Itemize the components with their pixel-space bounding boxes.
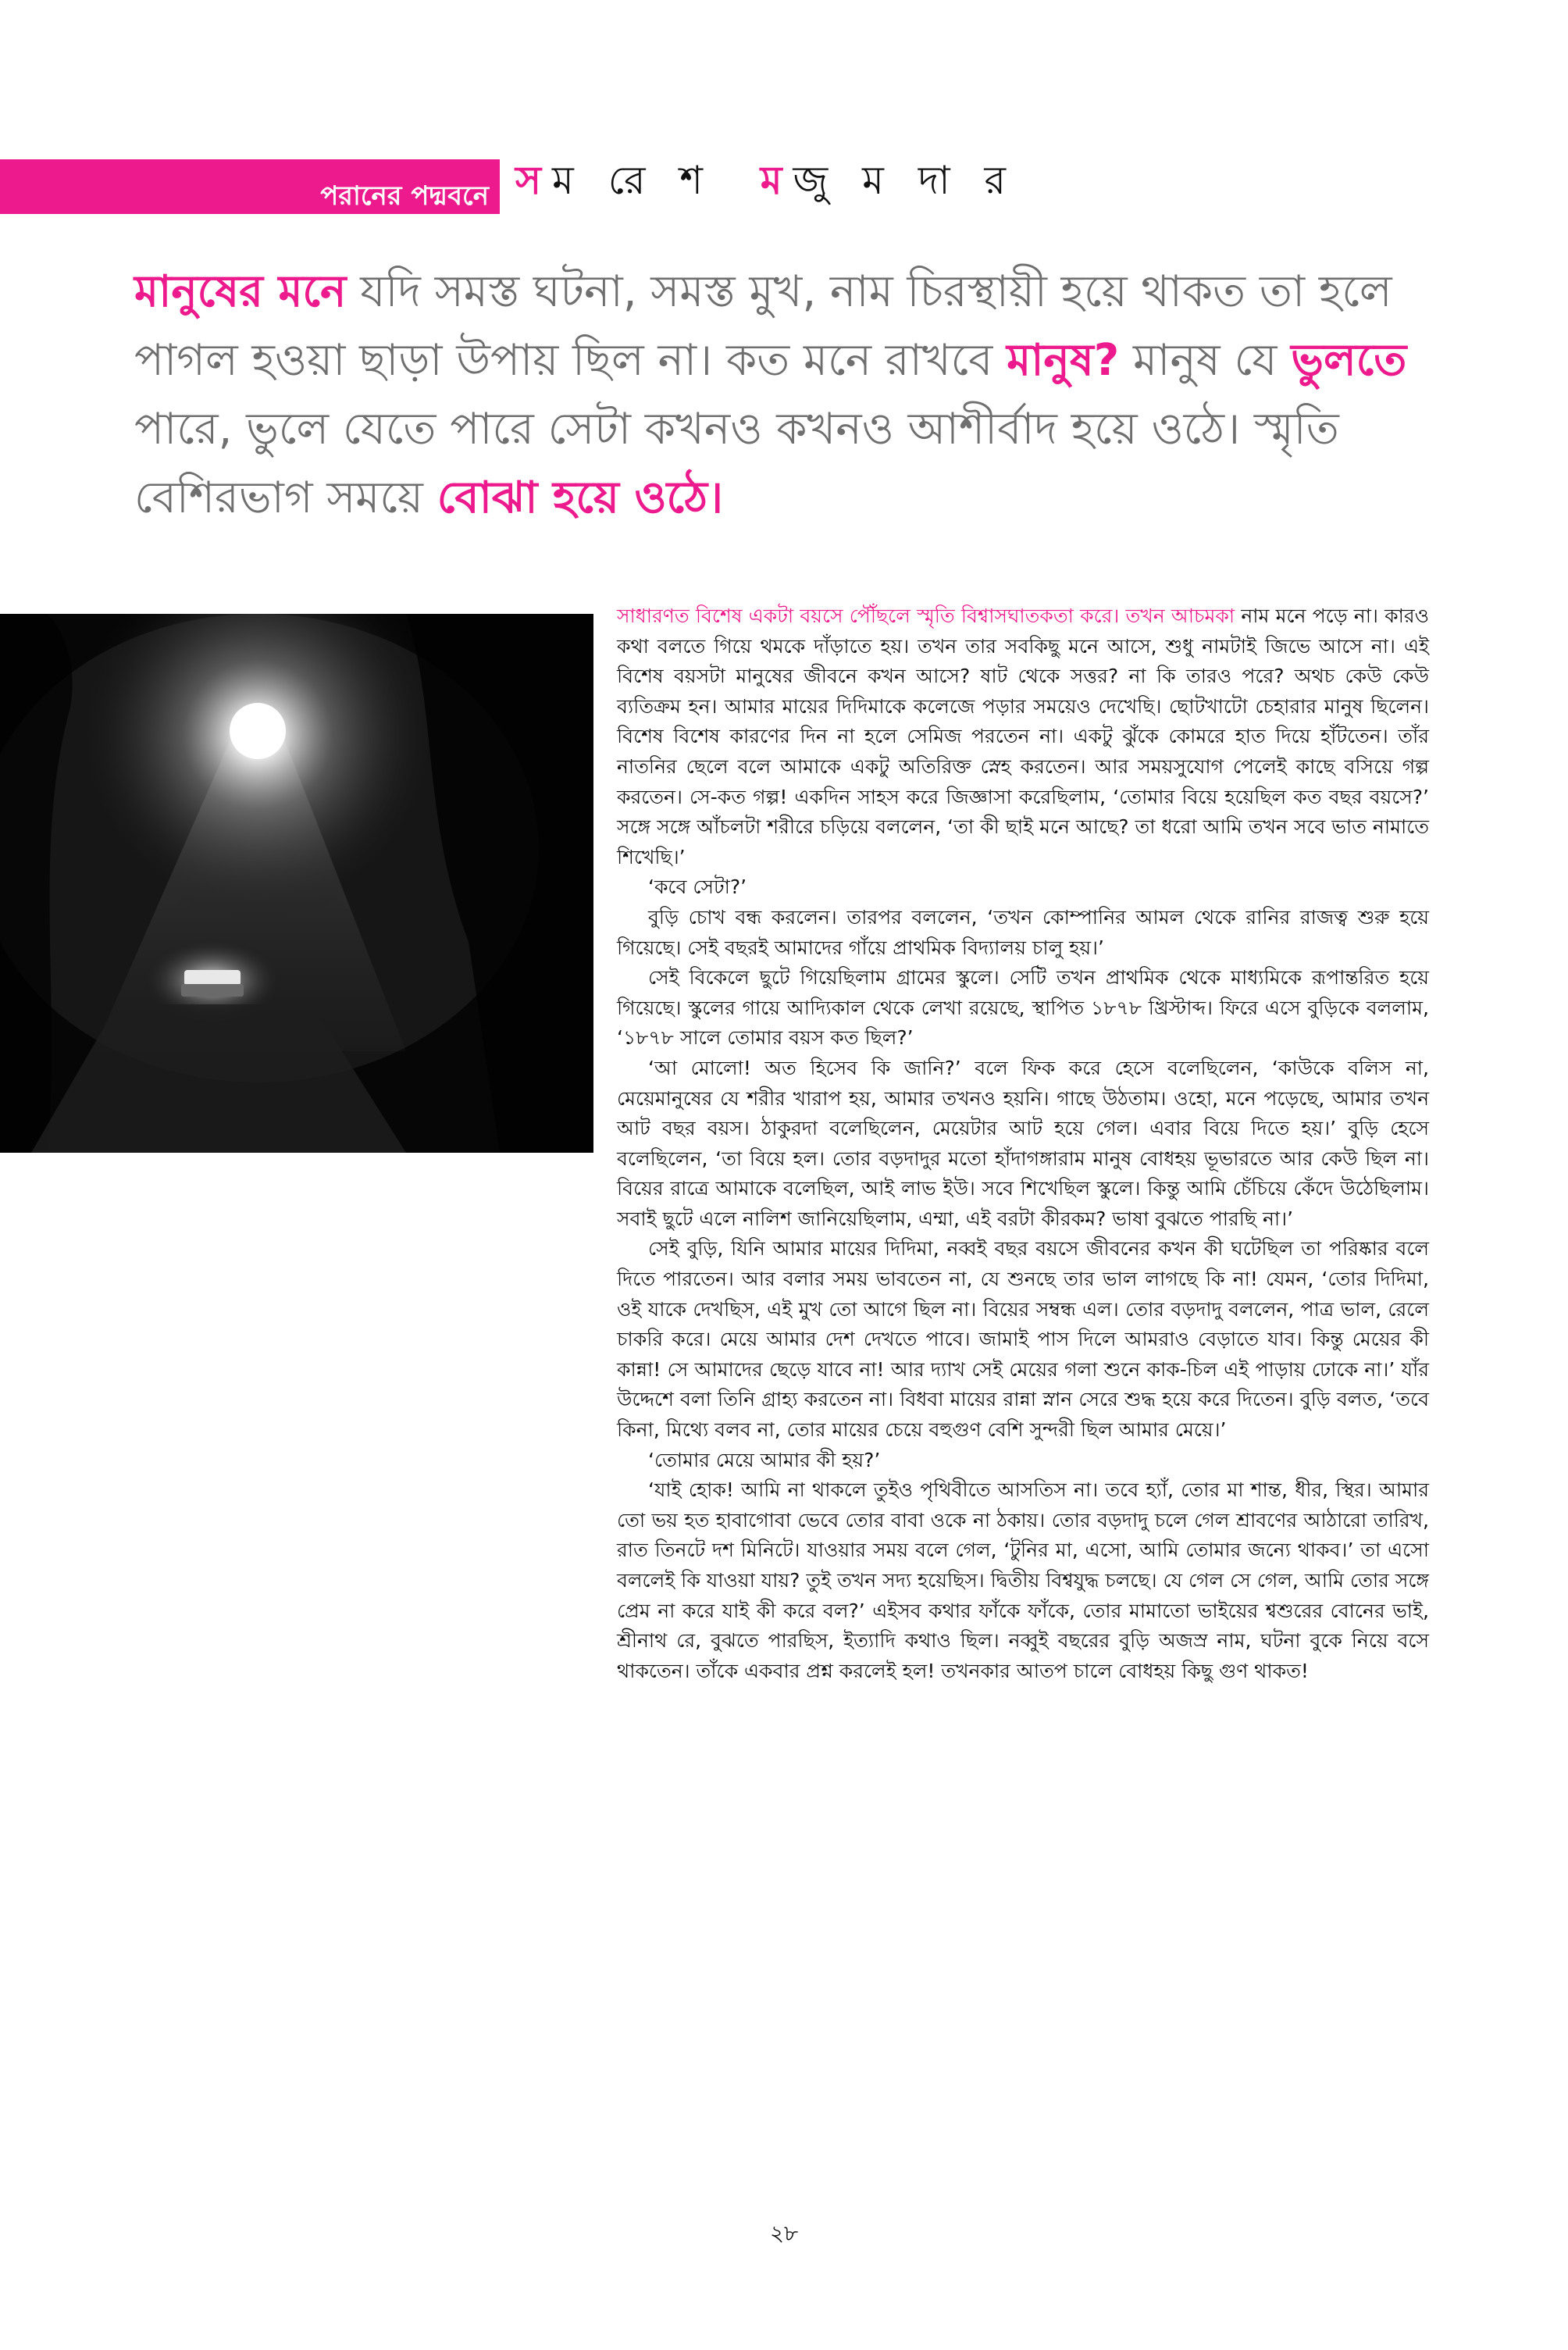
foggy-night-car-photo: [0, 614, 593, 1153]
pull-quote: [134, 258, 1431, 533]
article-paragraph: ‘কবে সেটা?’: [648, 875, 747, 899]
author-first-initial: স: [515, 158, 553, 203]
pull-quote-text: পারে, ভুলে যেতে পারে সেটা কখনও কখনও আশীর্বাদ হয়ে ওঠে। স্মৃতি বেশিরভাগ সময়ে: [134, 404, 1339, 523]
pull-quote-highlight: বোঝা হয়ে ওঠে।: [437, 472, 724, 523]
article-paragraph: সেই বিকেলে ছুটে গিয়েছিলাম গ্রামের স্কুলে। সেটি তখন প্রাথমিক থেকে মাধ্যমিকে রূপান্তরিত হয়ে গিয়েছে। স্কুলের গায়ে আদ্যিকাল থেকে লেখা রয়েছে, স্থাপিত ১৮৭৮ খ্রিস্টাব্দ। ফিরে এসে বুড়িকে বললাম, ‘১৮৭৮ সালে তোমার বয়স কত ছিল?’: [617, 966, 1429, 1050]
article-paragraph: ‘যাই হোক! আমি না থাকলে তুইও পৃথিবীতে আসতিস না। তবে হ্যাঁ, তোর মা শান্ত, ধীর, স্থির। আমার তো ভয় হত হাবাগোবা ভেবে তোর বাবা ওকে না ঠকায়। তোর বড়দাদু চলে গেল শ্রাবণের আঠারো তারিখ, রাত তিনটে দশ মিনিটে। যাওয়ার সময় বলে গেল, ‘টুনির মা, এসো, আমি তোমার জন্যে থাকব।’ তা এসো বললেই কি যাওয়া যায়? তুই তখন সদ্য হয়েছিস। দ্বিতীয় বিশ্বযুদ্ধ চলছে। যে গেল সে গেল, আমি তোর সঙ্গে প্রেম না করে যাই কী করে বল?’ এইসব কথার ফাঁকে ফাঁকে, তোর মামাতো ভাইয়ের শ্বশুরের বোনের ভাই, শ্রীনাথ রে, বুঝতে পারছিস, ইত্যাদি কথাও ছিল। নব্বুই বছরের বুড়ি অজস্র নাম, ঘটনা বুকে নিয়ে বসে থাকতেন। তাঁকে একবার প্রশ্ন করলেই হল! তখনকার আতপ চালে বোধহয় কিছু গুণ থাকত!: [617, 1478, 1429, 1682]
pull-quote-text: যদি সমস্ত ঘটনা, সমস্ত মুখ, নাম চিরস্থায়ী হয়ে থাকত তা হলে পাগল হওয়া ছাড়া উপায় ছিল না। কত মনে রাখবে: [134, 266, 1392, 386]
page-number: ২৮: [769, 2220, 799, 2246]
pull-quote-highlight: মানুষ?: [1007, 335, 1120, 386]
article-body: [617, 601, 1429, 1686]
author-name: [515, 158, 1017, 203]
pull-quote-highlight: মানুষের মনে: [134, 266, 347, 317]
article-text: নাম মনে পড়ে না। কারও কথা বলতে গিয়ে থমকে দাঁড়াতে হয়। তখন তার সবকিছু মনে আসে, শুধু নামটাই জিভে আসে না। এই বিশেষ বয়সটা মানুষের জীবনে কখন আসে? ষাট থেকে সত্তর? না কি তারও পরে? অথচ কেউ কেউ ব্যতিক্রম হন। আমার মায়ের দিদিমাকে কলেজে পড়ার সময়েও দেখেছি। ছোটখাটো চেহারার মানুষ ছিলেন। বিশেষ বিশেষ কারণের দিন না হলে সেমিজ পরতেন না। একটু ঝুঁকে কোমরে হাত দিয়ে হাঁটতেন। তাঁর নাতনির ছেলে বলে আমাকে একটু অতিরিক্ত স্নেহ করতেন। আর সময়সুযোগ পেলেই কাছে বসিয়ে গল্প করতেন। সে-কত গল্প! একদিন সাহস করে জিজ্ঞাসা করেছিলাম, ‘তোমার বিয়ে হয়েছিল কত বছর বয়সে?’ সঙ্গে সঙ্গে আঁচলটা শরীরে চড়িয়ে বললেন, ‘তা কী ছাই মনে আছে? তা ধরো আমি তখন সবে ভাত নামাতে শিখেছি।’: [617, 604, 1429, 868]
article-lead: সাধারণত বিশেষ একটা বয়সে পৌঁছলে স্মৃতি বিশ্বাসঘাতকতা করে। তখন আচমকা: [617, 604, 1235, 627]
article-paragraph: [617, 601, 1429, 872]
article-paragraph: ‘তোমার মেয়ে আমার কী হয়?’: [648, 1448, 881, 1471]
author-last-initial: ম: [760, 158, 793, 203]
photo-illustration-icon: [0, 614, 593, 1153]
author-last-rest: জু ম দা র: [793, 158, 1017, 203]
pull-quote-text: মানুষ যে: [1119, 335, 1292, 386]
author-first-rest: ম রে শ: [552, 158, 714, 203]
article-paragraph: সেই বুড়ি, যিনি আমার মায়ের দিদিমা, নব্বই বছর বয়সে জীবনের কখন কী ঘটেছিল তা পরিষ্কার বলে দিতে পারতেন। আর বলার সময় ভাবতেন না, যে শুনছে তার ভাল লাগছে কি না! যেমন, ‘তোর দিদিমা, ওই যাকে দেখছিস, এই মুখ তো আগে ছিল না। বিয়ের সম্বন্ধ এল। তোর বড়দাদু বললেন, পাত্র ভাল, রেলে চাকরি করে। মেয়ে আমার দেশ দেখতে পাবে। জামাই পাস দিলে আমরাও বেড়াতে যাব। কিন্তু মেয়ের কী কান্না! সে আমাদের ছেড়ে যাবে না! আর দ্যাখ সেই মেয়ের গলা শুনে কাক-চিল এই পাড়ায় ঢোকে না।’ যাঁর উদ্দেশে বলা তিনি গ্রাহ্য করতেন না। বিধবা মায়ের রান্না স্নান সেরে শুদ্ধ হয়ে করে দিতেন। বুড়ি বলত, ‘তবে কিনা, মিথ্যে বলব না, তোর মায়ের চেয়ে বহুগুণ বেশি সুন্দরী ছিল আমার মেয়ে।’: [617, 1237, 1429, 1442]
section-header-band: [0, 159, 500, 214]
pull-quote-highlight: ভুলতে: [1291, 335, 1407, 386]
article-paragraph: বুড়ি চোখ বন্ধ করলেন। তারপর বললেন, ‘তখন কোম্পানির আমল থেকে রানির রাজত্ব শুরু হয়ে গিয়েছে। সেই বছরই আমাদের গাঁয়ে প্রাথমিক বিদ্যালয় চালু হয়।’: [617, 905, 1429, 959]
article-paragraph: ‘আ মোলো! অত হিসেব কি জানি?’ বলে ফিক করে হেসে বলেছিলেন, ‘কাউকে বলিস না, মেয়েমানুষের যে শরীর খারাপ হয়, আমার তখনও হয়নি। গাছে উঠতাম। ওহো, মনে পড়েছে, আমার তখন আট বছর বয়স। ঠাকুরদা বলেছিলেন, মেয়েটার আট হয়ে গেল। এবার বিয়ে দিতে হয়।’ বুড়ি হেসে বলেছিলেন, ‘তা বিয়ে হল। তোর বড়দাদুর মতো হাঁদাগঙ্গারাম মানুষ বোধহয় ভূভারতে আর কেউ ছিল না। বিয়ের রাত্রে আমাকে বলেছিল, আই লাভ ইউ। সবে শিখেছিল স্কুলে। কিন্তু আমি চেঁচিয়ে কেঁদে উঠেছিলাম। সবাই ছুটে এলে নালিশ জানিয়েছিলাম, এম্মা, এই বরটা কীরকম? ভাষা বুঝতে পারছি না।’: [617, 1056, 1429, 1230]
section-label: পরানের পদ্মবনে: [320, 180, 489, 212]
